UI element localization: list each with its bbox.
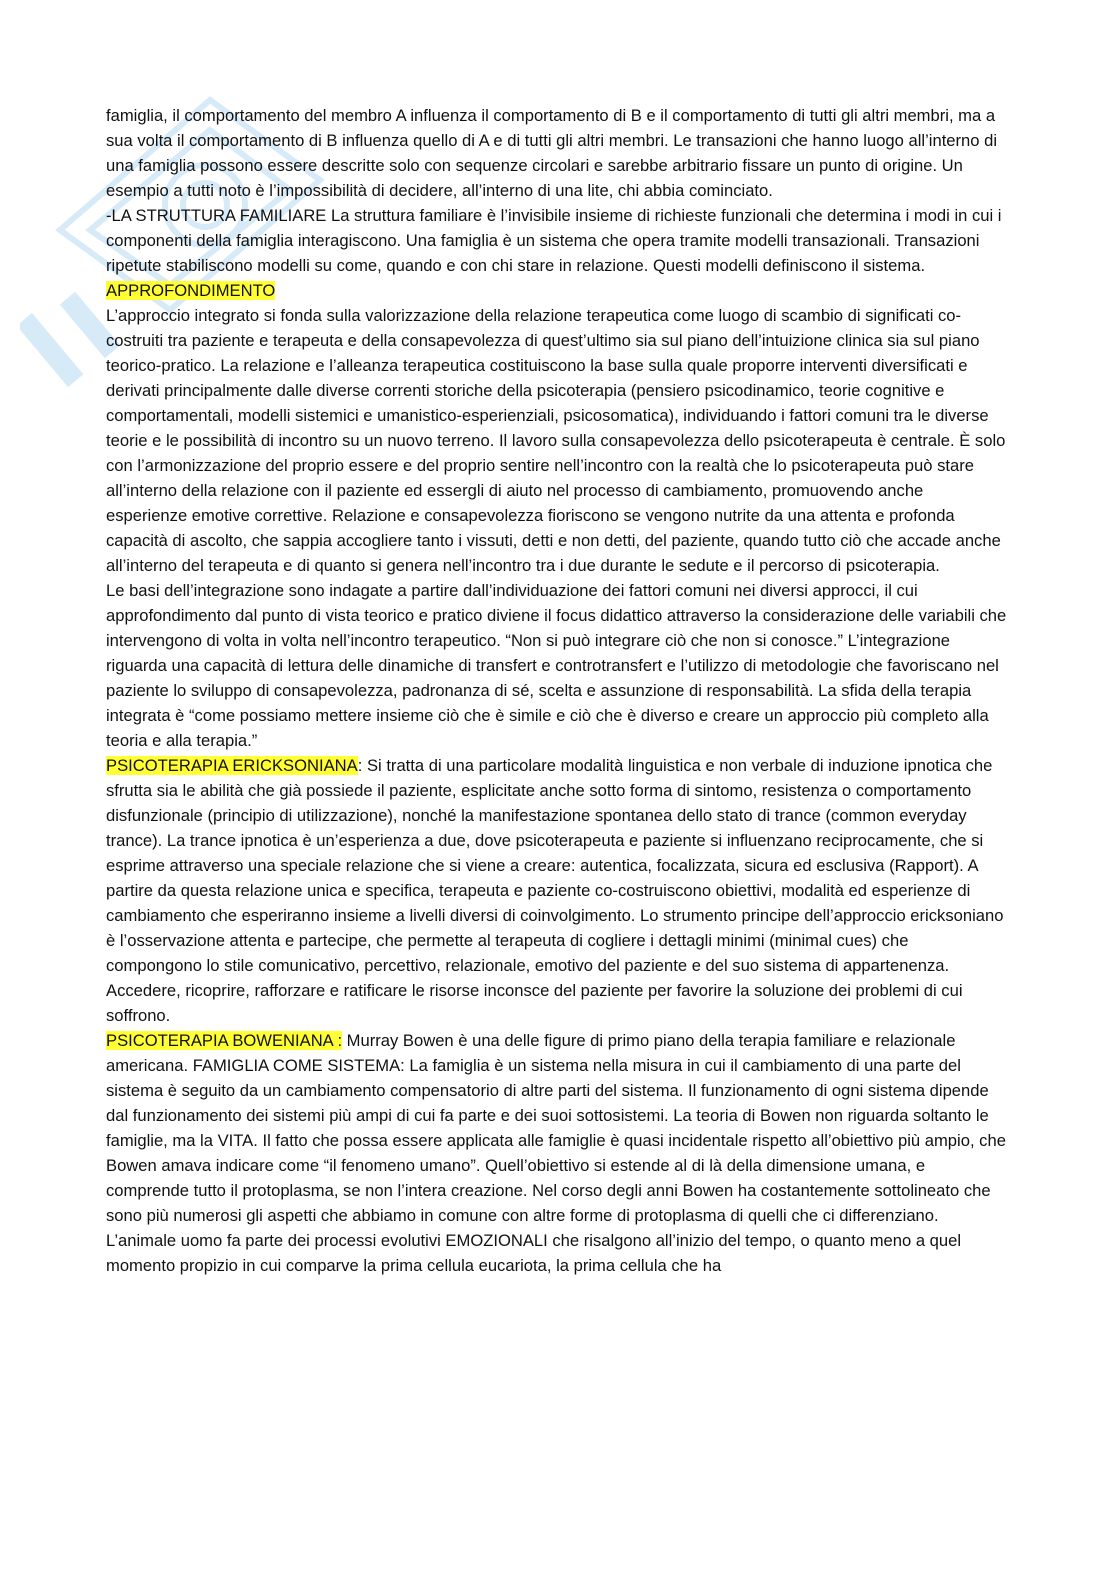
boweniana-text: Murray Bowen è una delle figure di primo piano della terapia familiare e relazionale americana. FAMIGLIA COME SISTEMA: La famiglia è un sistema nella misura in cui il cambiamento di una parte del sistema è seguito da un cambiamento compensatorio di altre parti del sistema. Il funzionamento di ogni sistema dipende dal funzionamento dei sistemi più ampi di cui fa parte e dei suoi sottosistemi. La teoria di Bowen non riguarda soltanto le famiglie, ma la VITA. Il fatto che possa essere applicata alle famiglie è quasi incidentale rispetto all’obiettivo più ampio, che Bowen amava indicare come “il fenomeno umano”. Quell’obiettivo si estende al di là della dimensione umana, e comprende tutto il protoplasma, se non l’intera creazione. Nel corso degli anni Bowen ha costantemente sottolineato che sono più numerosi gli aspetti che abbiamo in comune con altre forme di protoplasma di quelli che ci differenziano. L’animale uomo fa parte dei processi evolutivi EMOZIONALI che risalgono all’inizio del tempo, o quanto meno a quel momento propizio in cui comparve la prima cellula eucariota, la prima cellula che ha: [106, 1031, 1006, 1275]
approfondimento-heading-line: [106, 278, 1008, 303]
approfondimento-heading: APPROFONDIMENTO: [106, 281, 276, 300]
boweniana-heading: PSICOTERAPIA BOWENIANA :: [106, 1031, 343, 1050]
paragraph-famiglia: famiglia, il comportamento del membro A influenza il comportamento di B e il comportamento di tutti gli altri membri, ma a sua volta il comportamento di B influenza quello di A e di tutti gli altri membri. Le transazioni che hanno luogo all’interno di una famiglia possono essere descritte solo con sequenze circolari e sarebbe arbitrario fissare un punto di origine. Un esempio a tutti noto è l’impossibilità di decidere, all’interno di una lite, chi abbia cominciato.: [106, 106, 998, 200]
boweniana-paragraph: [106, 1028, 1008, 1278]
paragraph-struttura-familiare: -LA STRUTTURA FAMILIARE La struttura familiare è l’invisibile insieme di richieste funzionali che determina i modi in cui i componenti della famiglia interagiscono. Una famiglia è un sistema che opera tramite modelli transazionali. Transazioni ripetute stabiliscono modelli su come, quando e con chi stare in relazione. Questi modelli definiscono il sistema.: [106, 206, 1002, 275]
integrazione-paragraph: Le basi dell’integrazione sono indagate a partire dall’individuazione dei fattori comuni nei diversi approcci, il cui approfondimento dal punto di vista teorico e pratico diviene il focus didattico attraverso la considerazione delle variabili che intervengono di volta in volta nell’incontro terapeutico. “Non si può integrare ciò che non si conosce.” L’integrazione riguarda una capacità di lettura delle dinamiche di transfert e controtransfert e l’utilizzo di metodologie che favoriscano nel paziente lo sviluppo di consapevolezza, padronanza di sé, scelta e assunzione di responsabilità. La sfida della terapia integrata è “come possiamo mettere insieme ciò che è simile e ciò che è diverso e creare un approccio più completo alla teoria e alla terapia.”: [106, 581, 1007, 750]
ericksoniana-heading: PSICOTERAPIA ERICKSONIANA: [106, 756, 358, 775]
document-body: [106, 103, 1008, 1278]
ericksoniana-paragraph: [106, 753, 1008, 1028]
ericksoniana-text: : Si tratta di una particolare modalità linguistica e non verbale di induzione ipnotica che sfrutta sia le abilità che già possiede il paziente, esplicitate anche sotto forma di sintomo, resistenza o comportamento disfunzionale (principio di utilizzazione), nonché la manifestazione spontanea dello stato di trance (common everyday trance). La trance ipnotica è un’esperienza a due, dove psicoterapeuta e paziente si influenzano reciprocamente, che si esprime attraverso una speciale relazione che si viene a creare: autentica, focalizzata, sicura ed esclusiva (Rapport). A partire da questa relazione unica e specifica, terapeuta e paziente co-costruiscono obiettivi, modalità ed esperienze di cambiamento che esperiranno insieme a livelli diversi di coinvolgimento. Lo strumento principe dell’approccio ericksoniano è l’osservazione attenta e partecipe, che permette al terapeuta di cogliere i dettagli minimi (minimal cues) che compongono lo stile comunicativo, percettivo, relazionale, emotivo del paziente e del suo sistema di appartenenza. Accedere, ricoprire, rafforzare e ratificare le risorse inconsce del paziente per favorire la soluzione dei problemi di cui soffrono.: [106, 756, 1004, 1025]
approfondimento-paragraph: L’approccio integrato si fonda sulla valorizzazione della relazione terapeutica come luogo di scambio di significati co-costruiti tra paziente e terapeuta e della consapevolezza di quest’ultimo sia sul piano dell’intuizione clinica sia sul piano teorico-pratico. La relazione e l’alleanza terapeutica costituiscono la base sulla quale proporre interventi diversificati e derivati principalmente dalle diverse correnti storiche della psicoterapia (pensiero psicodinamico, teorie cognitive e comportamentali, modelli sistemici e umanistico-esperienziali, psicosomatica), individuando i fattori comuni tra le diverse teorie e le possibilità di incontro su un nuovo terreno. Il lavoro sulla consapevolezza dello psicoterapeuta è centrale. È solo con l’armonizzazione del proprio essere e del proprio sentire nell’incontro con la realtà che lo psicoterapeuta può stare all’interno della relazione con il paziente ed essergli di aiuto nel processo di cambiamento, promuovendo anche esperienze emotive correttive. Relazione e consapevolezza fioriscono se vengono nutrite da una attenta e profonda capacità di ascolto, che sappia accogliere tanto i vissuti, detti e non detti, del paziente, quando tutto ciò che accade anche all’interno del terapeuta e di quanto si genera nell’incontro tra i due durante le sedute e il percorso di psicoterapia.: [106, 306, 1006, 575]
